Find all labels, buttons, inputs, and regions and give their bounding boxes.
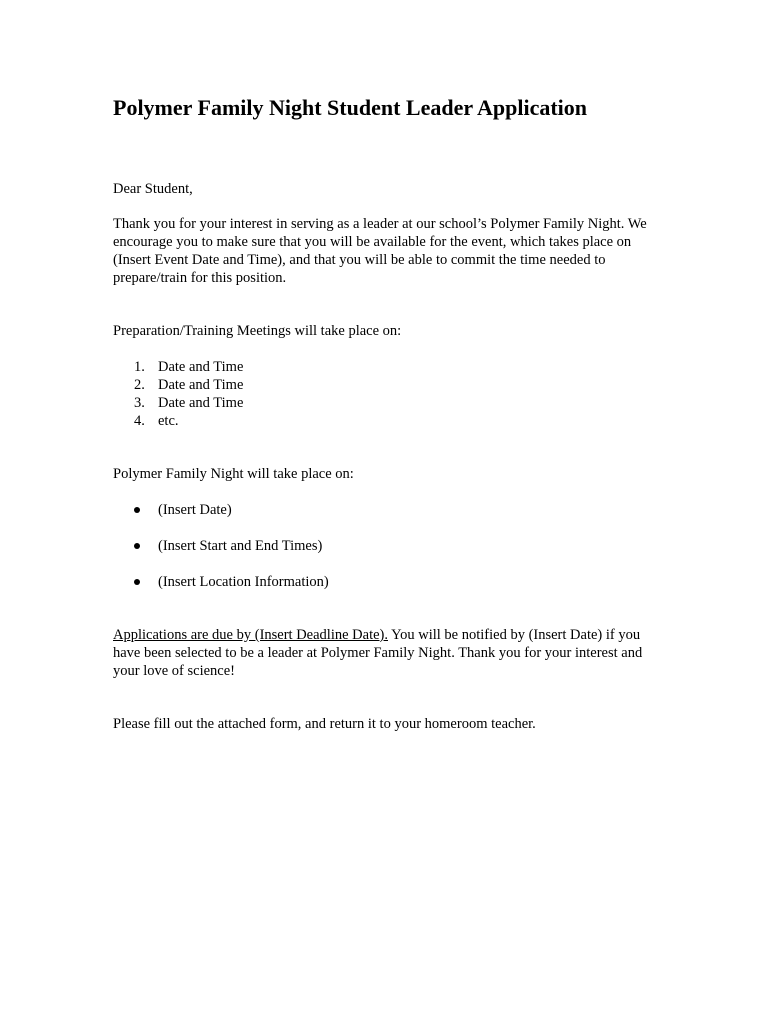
closing-paragraph: Please fill out the attached form, and return it to your homeroom teacher.: [113, 716, 536, 732]
list-number: 4.: [134, 413, 145, 429]
list-item: [113, 376, 243, 394]
list-number: 1.: [134, 359, 145, 375]
list-item-text: (Insert Location Information): [158, 574, 329, 590]
list-item-text: Date and Time: [158, 377, 244, 393]
deadline-paragraph: [113, 626, 658, 680]
greeting: Dear Student,: [113, 181, 193, 197]
list-item-text: (Insert Date): [158, 502, 232, 518]
list-item-text: etc.: [158, 413, 179, 429]
document-title: Polymer Family Night Student Leader Application: [113, 95, 588, 120]
list-item: [113, 537, 329, 555]
bullet-icon: [134, 543, 140, 549]
prep-meetings-list: [113, 358, 243, 430]
list-number: 2.: [134, 377, 145, 393]
list-number: 3.: [134, 395, 145, 411]
night-details-list: [113, 501, 329, 609]
bullet-icon: [134, 507, 140, 513]
list-item: [113, 412, 243, 430]
bullet-icon: [134, 579, 140, 585]
deadline-text: Applications are due by (Insert Deadline Date).: [113, 627, 388, 643]
list-item: [113, 394, 243, 412]
list-item-text: Date and Time: [158, 359, 244, 375]
list-item: [113, 573, 329, 591]
intro-paragraph: Thank you for your interest in serving as a leader at our school’s Polymer Family Night. We encourage you to make sure that you will be available for the event, which takes place on (Insert Event Date and Time), and that you will be able to commit the time needed to prepare/train for this position.: [113, 216, 647, 286]
list-item-text: (Insert Start and End Times): [158, 538, 323, 554]
notification-text: You will be notified by (Insert Date) if you have been selected to be a leader at Polymer Family Night. Thank you for your interest and your love of science!: [113, 627, 643, 679]
list-item-text: Date and Time: [158, 395, 244, 411]
night-heading: Polymer Family Night will take place on:: [113, 466, 354, 482]
list-item: [113, 358, 243, 376]
list-item: [113, 501, 329, 519]
prep-heading: Preparation/Training Meetings will take place on:: [113, 323, 402, 339]
